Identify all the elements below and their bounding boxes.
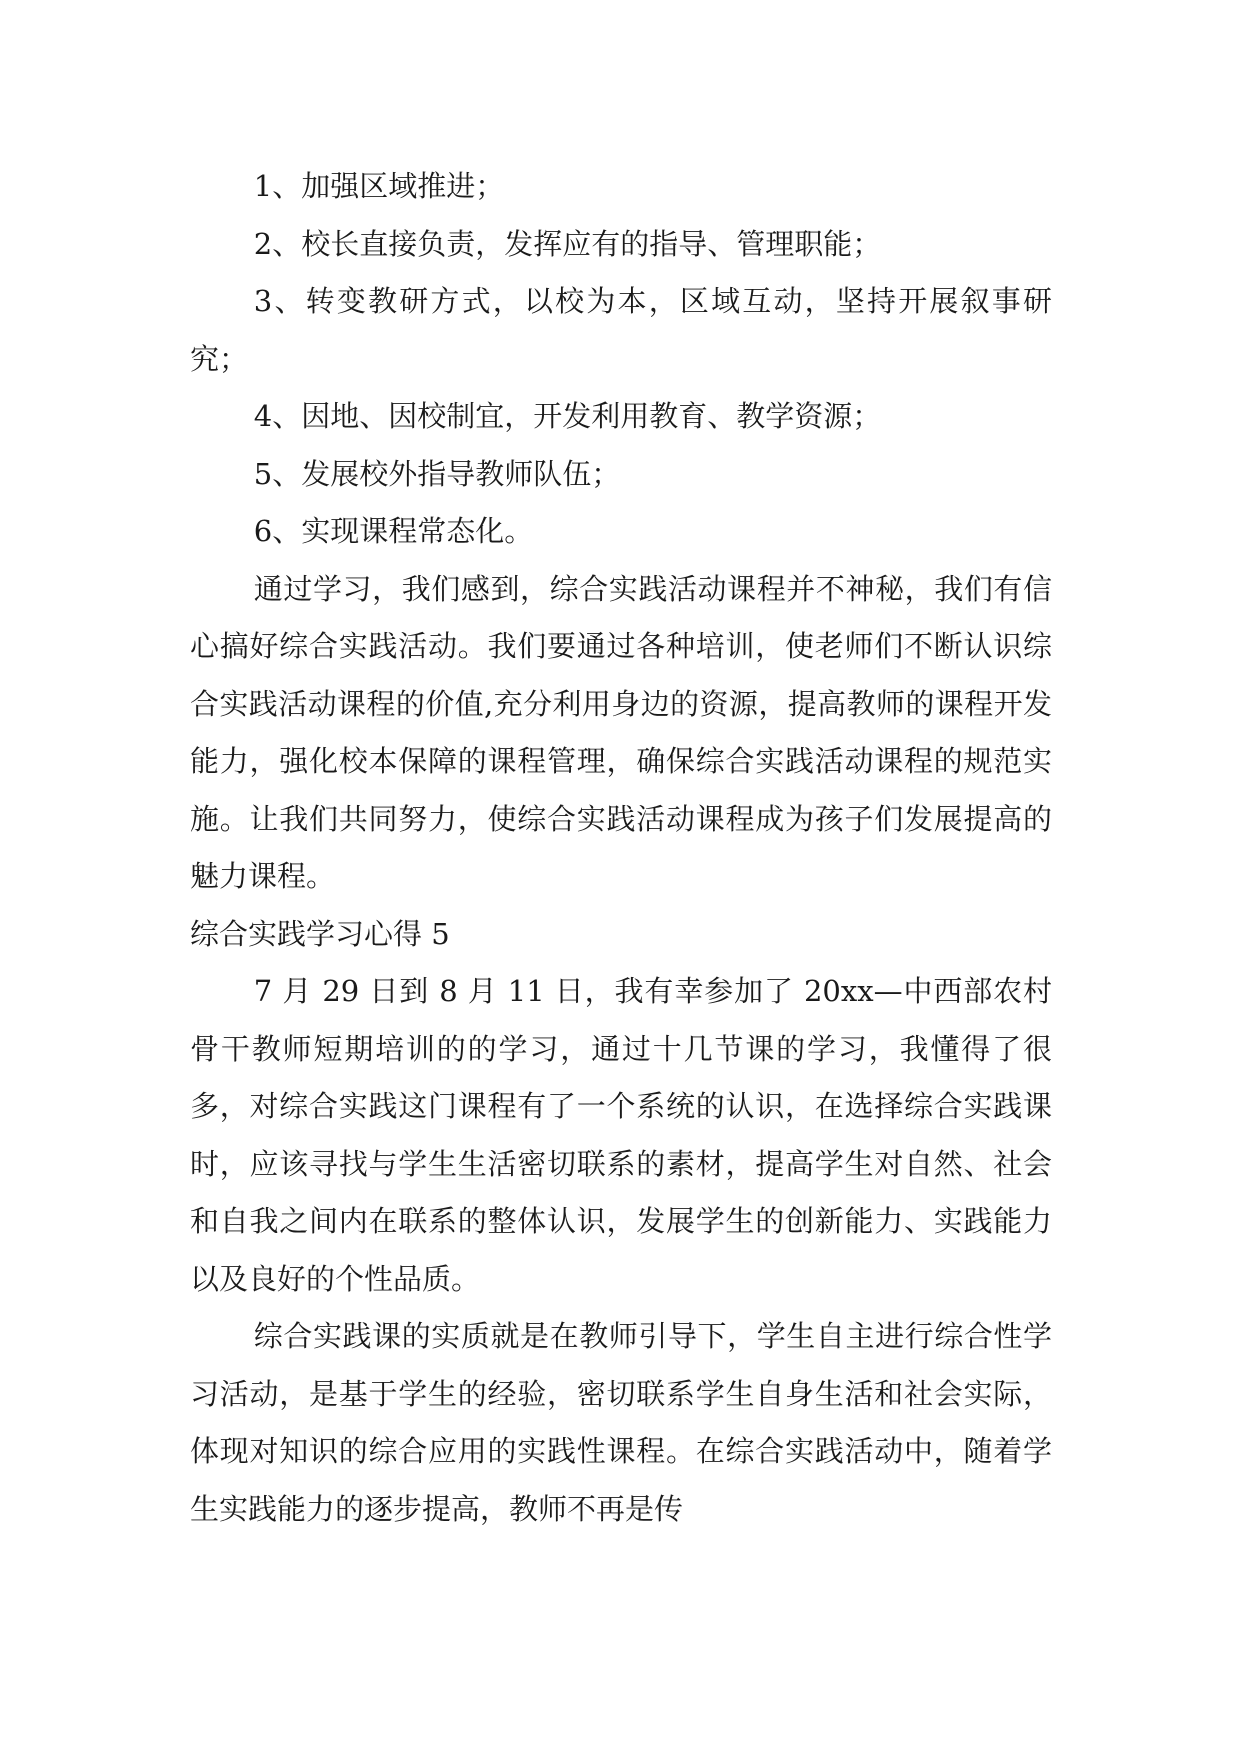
body-paragraph: 7 月 29 日到 8 月 11 日，我有幸参加了 20xx—中西部农村骨干教师短期培训的的学习，通过十几节课的学习，我懂得了很多，对综合实践这门课程有了一个系统的认识，在选择综合实践课时，应该寻找与学生生活密切联系的素材，提高学生对自然、社会和自我之间内在联系的整体认识，发展学生的创新能力、实践能力以及良好的个性品质。 [190, 974, 1052, 1296]
section-heading: 综合实践学习心得 5 [190, 916, 450, 951]
list-item: 6、实现课程常态化。 [253, 514, 534, 548]
body-paragraph: 通过学习，我们感到，综合实践活动课程并不神秘，我们有信心搞好综合实践活动。我们要通过各种培训，使老师们不断认识综合实践活动课程的价值,充分利用身边的资源，提高教师的课程开发能力，强化校本保障的课程管理，确保综合实践活动课程的规范实施。让我们共同努力，使综合实践活动课程成为孩子们发展提高的魅力课程。 [190, 571, 1052, 893]
list-item: 2、校长直接负责，发挥应有的指导、管理职能； [253, 226, 882, 261]
document-body [190, 158, 1052, 1538]
list-item: 4、因地、因校制宜，开发利用教育、教学资源； [253, 399, 882, 433]
list-item: 5、发展校外指导教师队伍； [253, 456, 621, 491]
body-paragraph: 综合实践课的实质就是在教师引导下，学生自主进行综合性学习活动，是基于学生的经验，密切联系学生自身生活和社会实际，体现对知识的综合应用的实践性课程。在综合实践活动中，随着学生实践能力的逐步提高，教师不再是传 [190, 1319, 1052, 1526]
list-item: 3、转变教研方式，以校为本，区域互动，坚持开展叙事研究； [190, 284, 1052, 376]
list-item: 1、加强区域推进； [253, 169, 505, 203]
